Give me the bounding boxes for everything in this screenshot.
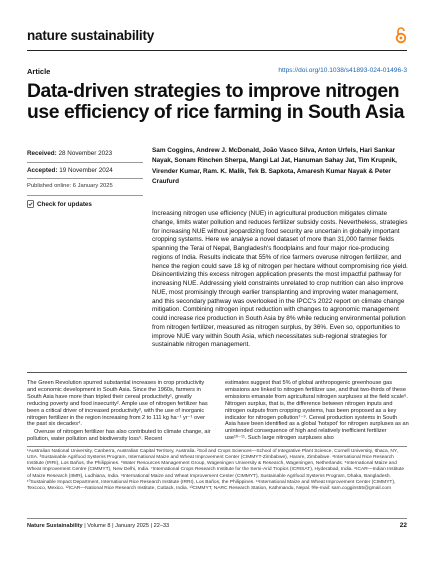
footer-volume: Volume 8 — [87, 523, 111, 529]
footer-citation — [27, 523, 169, 529]
footer-rule — [27, 518, 407, 519]
body-column-right — [225, 380, 409, 443]
body-paragraph: Overuse of nitrogen fertilizer has also contributed to climate change, air pollution, water pollution and biodiversity loss⁵. Recent — [27, 429, 211, 443]
open-access-lock-icon — [395, 26, 407, 44]
doi-link[interactable]: https://doi.org/10.1038/s41893-024-01496-3 — [278, 67, 407, 74]
footer-pages: 22–33 — [153, 523, 170, 529]
body-paragraph: estimates suggest that 5% of global anthropogenic greenhouse gas emissions are linked to nitrogen fertilizer use, and that two-thirds of these emissions emanate from agricultural nitrogen surpluses at the field scale⁶. Nitrogen surplus, that is, the difference between nitrogen inputs and nitrogen outputs from cropping systems, has been proposed as a key indicator for nitrogen pollution⁷⁻⁹. Cereal production systems in South Asia have been identified as a global 'hotspot' for nitrogen surpluses as an unintended consequence of high and relatively inefficient fertilizer use¹⁰⁻¹¹. Such large nitrogen surpluses also — [225, 380, 409, 442]
abstract-rule — [27, 372, 407, 373]
published-date: Published online: 6 January 2025 — [27, 183, 113, 189]
publication-dates — [27, 148, 145, 210]
journal-name: nature sustainability — [27, 28, 155, 43]
author-list: Sam Coggins, Andrew J. McDonald, João Vasco Silva, Anton Urfels, Hari Sankar Nayak, Sonam Rinchen Sherpa, Mangi Lal Jat, Hanuman Sahay Jat, Tim Krupnik, Virender Kumar, Ram. K. Malik, Tek B. Sapkota, Amaresh Kumar Nayak & Peter Craufurd — [152, 147, 397, 186]
affiliations-rule — [27, 446, 407, 447]
article-title: Data-driven strategies to improve nitrogen use efficiency of rice farming in South Asia — [27, 81, 405, 123]
body-column-left — [27, 380, 211, 444]
affiliations: ¹Australian National University, Canberra, Australian Capital Territory, Australia. ²Soil and Crops Sciences—School of Integrative Plant Science, Cornell University, Ithaca, NY, USA. ³Sustainable Agrifood Systems Program, International Maize and Wheat Improvement Center (CIMMYT-Zimbabwe), Harare, Zimbabwe. ⁴International Rice Research Institute (IRRI), Los Baños, the Philippines. ⁵Water Resources Management Group, Wageningen University & Research, Wageningen, Netherlands. ⁶International Maize and Wheat Improvement Centre (CIMMYT), New Delhi, India. ⁷International Crops Research Institute for the Semi-Arid Tropics (ICRISAT), Hyderabad, India. ⁸ICAR—Indian Institute of Maize Research (IIMR), Ludhiana, India. ⁹International Maize and Wheat Improvement Center (CIMMYT), Sustainable Agrifood Systems Program, Dhaka, Bangladesh. ¹⁰Sustainable Impact Department, International Rice Research Institute (IRRI), Los Baños, the Philippines. ¹¹International Maize and Wheat Improvement Center (CIMMYT), Texcoco, Mexico. ¹²ICAR—National Rice Research Institute, Cuttack, India. ¹³CIMMYT, NARC Research Station, Kathmandu, Nepal. ✉e-mail: sam.coggins55@gmail.com — [27, 449, 405, 491]
dates-divider — [27, 178, 143, 179]
footer-sep: | — [112, 523, 116, 529]
check-updates-label: Check for updates — [37, 200, 92, 208]
article-type: Article — [27, 67, 51, 76]
accepted-label: Accepted: — [27, 166, 58, 174]
check-updates-button[interactable] — [27, 199, 145, 211]
footer-journal: Nature Sustainability — [27, 523, 83, 529]
accepted-date — [27, 165, 145, 177]
header-rule — [27, 50, 407, 51]
footer-sep: | — [150, 523, 154, 529]
page-number: 22 — [399, 522, 407, 529]
check-updates-icon — [27, 200, 34, 208]
dates-divider — [27, 162, 143, 163]
footer-sep: | — [84, 523, 88, 529]
body-paragraph: The Green Revolution spurred substantial increases in crop productivity and economic development in South Asia. Since the 1960s, farmers in South Asia have more than tripled their cereal productivity¹, greatly reducing poverty and food insecurity². Ample use of nitrogen fertilizer has been a critical driver of increased productivity³, with the use of inorganic nitrogen fertilizer in the region increasing from 2 to 111 kg ha⁻¹ yr⁻¹ over the past six decades⁴. — [27, 380, 208, 428]
accepted-value: 19 November 2024 — [59, 166, 113, 174]
dates-divider — [27, 195, 143, 196]
received-label: Received: — [27, 150, 57, 157]
received-value: 28 November 2023 — [58, 150, 113, 157]
footer-issue: January 2025 — [115, 523, 150, 529]
abstract: Increasing nitrogen use efficiency (NUE) in agricultural production mitigates climate change, limits water pollution and reduces fertilizer subsidy costs. Nevertheless, strategies for increasing NUE without jeopardizing food security are uncertain in globally important cropping systems. Here we analyse a novel dataset of more than 31,000 farmer fields spanning the Terai of Nepal, Bangladesh's floodplains and four major rice-producing regions of India. Results indicate that 55% of rice farmers overuse nitrogen fertilizer, and hence the region could save 18 kg of nitrogen per hectare without compromising rice yield. Disincentivizing this excess nitrogen application presents the most impactful pathway for increasing NUE. Addressing yield constraints unrelated to crop nutrition can also improve NUE, most promisingly through earlier transplanting and improving water management, and this secondary pathway was overlooked in the IPCC's 2022 report on climate change mitigation. Combining nitrogen input reduction with changes to agronomic management could increase rice production in South Asia by 8% while reducing environmental pollution from nitrogen fertilizer, measured as nitrogen surplus, by 36%. Even so, opportunities to improve NUE vary within South Asia, which necessitates sub-regional strategies for sustainable nitrogen management. — [152, 210, 408, 349]
received-date — [27, 148, 145, 160]
